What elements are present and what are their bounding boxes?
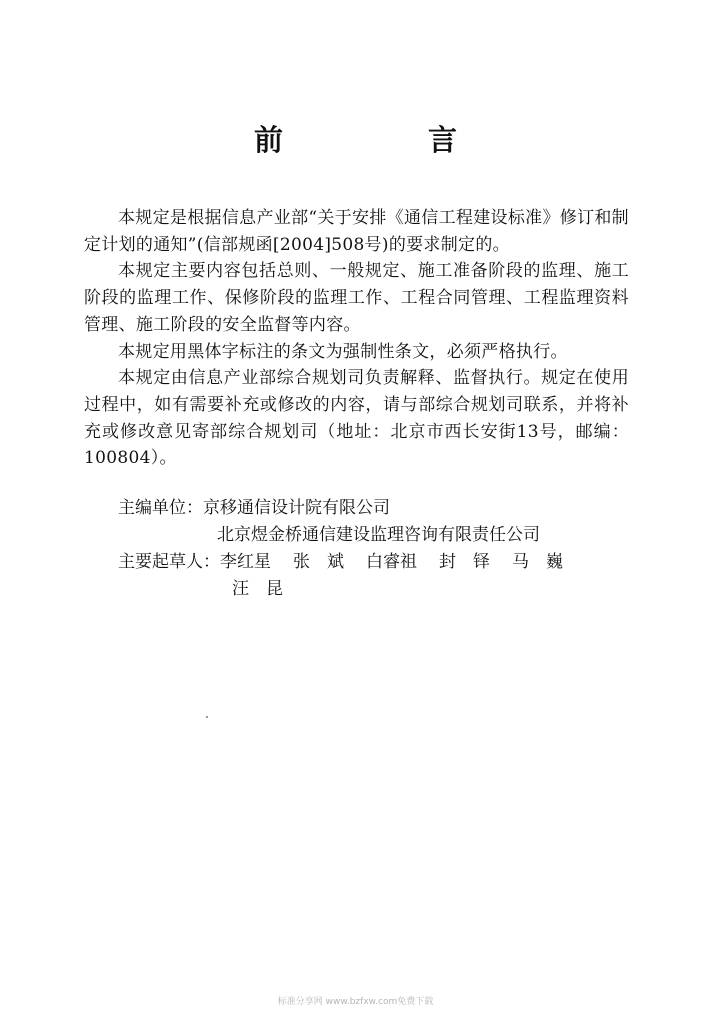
drafters-row-2: [118, 576, 638, 603]
watermark-text: 标准分享网 www.bzfxw.com免费下载: [277, 997, 434, 1007]
preface-paragraph-3: 本规定用黑体字标注的条文为强制性条文，必须严格执行。: [118, 341, 568, 362]
preface-paragraph-4: 本规定由信息产业部综合规划司负责解释、监督执行。规定在使用过程中，如有需要补充或修改的内容，请与部综合规划司联系，并将补充或修改意见寄部综合规划司（地址：北京市西长安街13号，邮编：100804）。: [84, 368, 629, 469]
preface-paragraph-2: 本规定主要内容包括总则、一般规定、施工准备阶段的监理、施工阶段的监理工作、保修阶段的监理工作、工程合同管理、工程监理资料管理、施工阶段的安全监督等内容。: [84, 261, 629, 335]
chief-editor-label: 主编单位：: [118, 498, 203, 518]
preface-paragraph-1: 本规定是根据信息产业部“关于安排《通信工程建设标准》修订和制定计划的通知”(信部规函[2004]508号)的要求制定的。: [84, 208, 629, 255]
drafter-name: 汪 昆: [232, 579, 283, 599]
chief-editor-org-1: 京移通信设计院有限公司: [203, 498, 390, 518]
preface-body: [84, 205, 629, 472]
drafter-name: 封 铎: [439, 552, 490, 572]
credits-block: [118, 495, 638, 603]
chief-editor-row-2: [118, 522, 638, 549]
drafters-row: [118, 549, 638, 576]
drafter-name: 张 斌: [293, 552, 344, 572]
drafter-name: 李红星: [220, 552, 271, 572]
page-title: 前 言: [253, 123, 515, 157]
scan-speck: [206, 716, 208, 718]
chief-editor-org-2: 北京煜金桥通信建设监理咨询有限责任公司: [217, 525, 540, 545]
drafter-name: 白睿祖: [366, 552, 417, 572]
chief-editor-row: [118, 495, 638, 522]
drafters-label: 主要起草人：: [118, 552, 220, 572]
drafter-name: 马 巍: [512, 552, 563, 572]
